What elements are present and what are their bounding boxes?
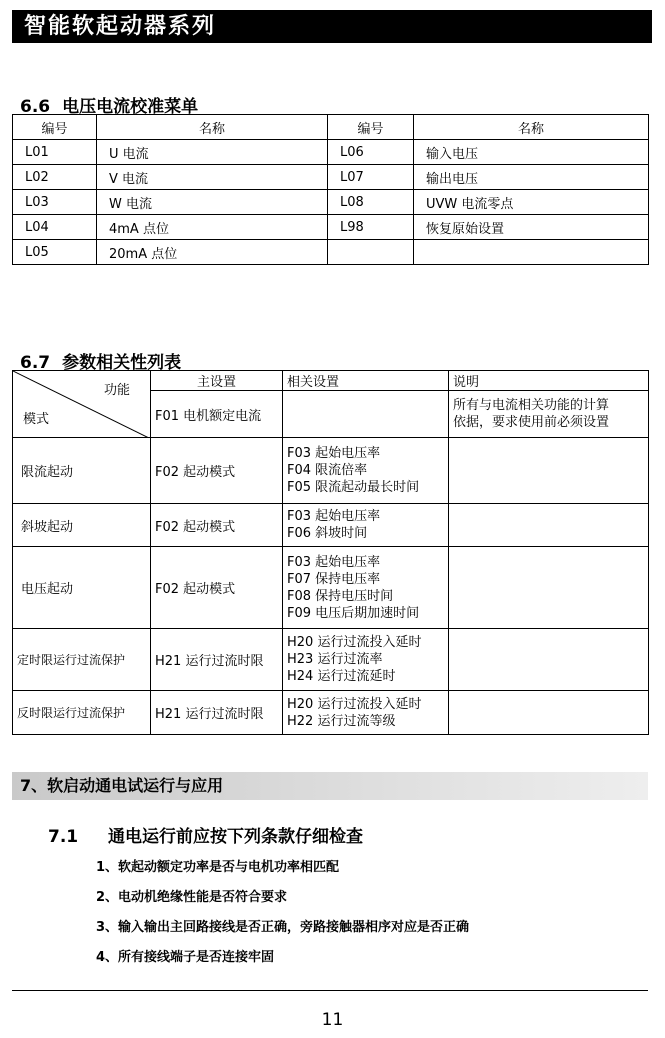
table-row [13, 240, 649, 265]
description-cell [449, 504, 649, 547]
description-cell [449, 691, 649, 735]
name-cell: V 电流 [97, 165, 328, 190]
table-row [13, 140, 649, 165]
table-row [13, 190, 649, 215]
table-row [13, 504, 649, 547]
header-cell: 相关设置 [283, 371, 449, 391]
description-line: 依据，要求使用前必须设置 [453, 415, 610, 430]
related-line: H20 运行过流投入延时 [287, 635, 422, 650]
description-cell [449, 629, 649, 691]
description-cell [449, 438, 649, 504]
related-setting-cell [283, 547, 449, 629]
related-setting-cell [283, 629, 449, 691]
table-header-row [13, 115, 649, 140]
code-cell: L01 [13, 140, 97, 165]
main-setting-cell: F02 起动模式 [151, 547, 283, 629]
name-cell: 输出电压 [414, 165, 649, 190]
code-cell: L06 [328, 140, 414, 165]
code-cell: L07 [328, 165, 414, 190]
header-cell: 主设置 [151, 371, 283, 391]
description-cell [449, 547, 649, 629]
header-cell: 编号 [13, 115, 97, 140]
related-line: H22 运行过流等级 [287, 713, 396, 729]
main-setting-cell: H21 运行过流时限 [151, 691, 283, 735]
checklist-item: 1、软起动额定功率是否与电机功率相匹配 [96, 860, 340, 875]
subsection-number: 7.1 [48, 827, 79, 847]
main-setting-cell: H21 运行过流时限 [151, 629, 283, 691]
related-setting-cell [283, 504, 449, 547]
mode-label: 模式 [23, 412, 50, 427]
section-number: 6.6 [20, 97, 51, 117]
main-setting-cell: F01 电机额定电流 [151, 391, 283, 438]
page-number: 11 [321, 1010, 344, 1030]
checklist-item: 4、所有接线端子是否连接牢固 [96, 950, 275, 965]
code-cell: L02 [13, 165, 97, 190]
code-cell: L03 [13, 190, 97, 215]
mode-cell: 电压起动 [13, 547, 151, 629]
related-line: H23 运行过流率 [287, 652, 383, 667]
main-setting-cell: F02 起动模式 [151, 504, 283, 547]
table-row [13, 691, 649, 735]
diagonal-header-cell [13, 371, 151, 438]
section-title: 参数相关性列表 [62, 353, 182, 373]
name-cell: 20mA 点位 [97, 240, 328, 265]
related-line: F03 起始电压率 [287, 509, 381, 524]
header-cell: 名称 [414, 115, 649, 140]
mode-cell: 反时限运行过流保护 [13, 691, 151, 735]
name-cell: W 电流 [97, 190, 328, 215]
related-line: F09 电压后期加速时间 [287, 605, 420, 621]
main-setting-cell: F02 起动模式 [151, 438, 283, 504]
header-cell: 名称 [97, 115, 328, 140]
header-cell: 说明 [449, 371, 649, 391]
description-cell [449, 391, 649, 438]
related-line: F03 起始电压率 [287, 554, 381, 570]
section-title: 电压电流校准菜单 [62, 97, 199, 117]
related-setting-cell [283, 391, 449, 438]
related-line: H20 运行过流投入延时 [287, 696, 422, 712]
name-cell: U 电流 [97, 140, 328, 165]
table-row [13, 629, 649, 691]
description-line: 所有与电流相关功能的计算 [453, 398, 610, 413]
name-cell: 输入电压 [414, 140, 649, 165]
name-cell: 4mA 点位 [97, 215, 328, 240]
checklist-item: 2、电动机绝缘性能是否符合要求 [96, 890, 288, 905]
related-line: F07 保持电压率 [287, 571, 381, 587]
parameter-correlation-table [12, 370, 649, 735]
related-line: F06 斜坡时间 [287, 526, 368, 541]
section-7-banner: 7、软启动通电试运行与应用 [12, 772, 648, 800]
related-setting-cell [283, 691, 449, 735]
code-cell: L05 [13, 240, 97, 265]
mode-cell: 定时限运行过流保护 [13, 629, 151, 691]
mode-cell: 限流起动 [13, 438, 151, 504]
code-cell: L04 [13, 215, 97, 240]
code-cell: L98 [328, 215, 414, 240]
mode-cell: 斜坡起动 [13, 504, 151, 547]
related-setting-cell [283, 438, 449, 504]
table-header-row [13, 371, 649, 391]
header-cell: 编号 [328, 115, 414, 140]
table-row [13, 165, 649, 190]
related-line: F08 保持电压时间 [287, 588, 394, 604]
related-line: H24 运行过流延时 [287, 669, 396, 684]
name-cell: UVW 电流零点 [414, 190, 649, 215]
table-row [13, 547, 649, 629]
function-label: 功能 [103, 383, 130, 398]
name-cell: 恢复原始设置 [414, 215, 649, 240]
page-header-title: 智能软起动器系列 [12, 10, 652, 43]
checklist-item: 3、输入输出主回路接线是否正确，旁路接触器相序对应是否正确 [96, 920, 470, 935]
subsection-title: 通电运行前应按下列条款仔细检查 [108, 827, 363, 847]
related-line: F03 起始电压率 [287, 446, 381, 461]
related-line: F04 限流倍率 [287, 463, 368, 478]
calibration-menu-table [12, 114, 649, 265]
code-cell: L08 [328, 190, 414, 215]
subsection-7-1-heading [48, 822, 363, 847]
name-cell [414, 240, 649, 265]
table-row [13, 215, 649, 240]
related-line: F05 限流起动最长时间 [287, 480, 420, 495]
footer-divider [12, 990, 648, 991]
code-cell [328, 240, 414, 265]
section-number: 6.7 [20, 353, 51, 373]
table-row [13, 438, 649, 504]
